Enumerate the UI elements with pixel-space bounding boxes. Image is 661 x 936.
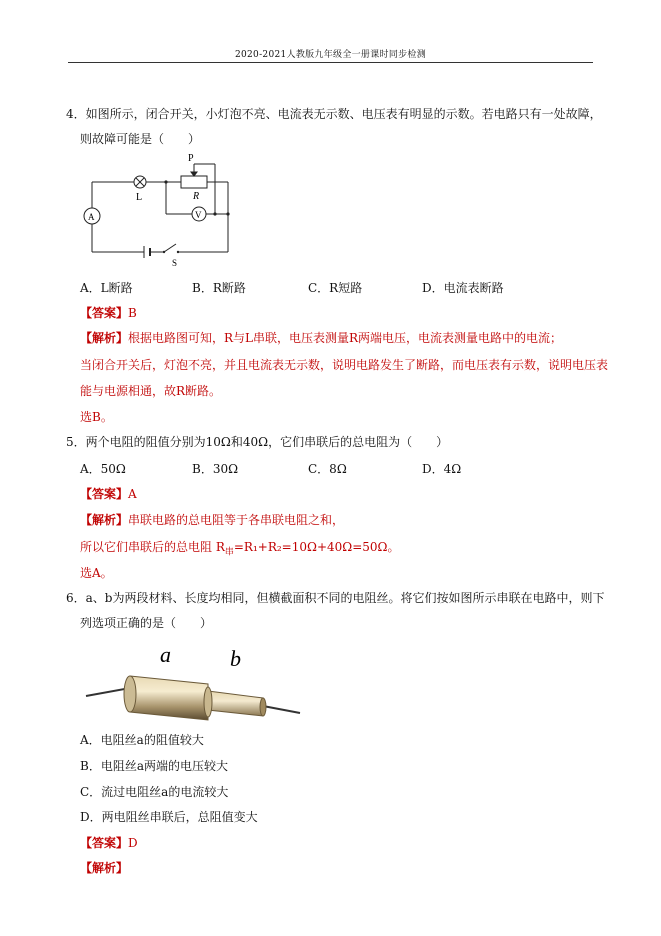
q6-analysis-tag: 【解析】 [80,861,129,875]
q5-option-c: C．8Ω [308,462,347,476]
q5-analysis-line1 [80,512,344,528]
q5-analysis2-pre: 所以它们串联后的总电阻 R [80,540,225,554]
q6-option-c: C．流过电阻丝a的电流较大 [80,785,229,799]
q6-option-d: D．两电阻丝串联后，总阻值变大 [80,810,258,824]
q6-stem-line2: 列选项正确的是（ ） [80,616,213,630]
q5-analysis2-sub: 串 [224,547,234,558]
q5-answer [80,486,137,502]
q4-analysis-line3: 能与电源相通，故R断路。 [80,384,222,398]
q6-option-b: B．电阻丝a两端的电压较大 [80,759,228,773]
q6-resistor-photo [78,636,310,726]
photo-label-b: b [230,646,241,671]
q4-conclusion: 选B。 [80,410,113,424]
q5-conclusion: 选A。 [80,566,113,580]
q4-answer-tag: 【答案】 [80,306,129,320]
label-l: L [136,192,143,203]
q4-stem-line2: 则故障可能是（ ） [80,132,201,146]
header-divider [68,62,593,63]
label-s: S [172,258,178,268]
q4-circuit-diagram [78,150,238,270]
q6-answer-value: D [128,836,138,850]
q4-stem-line1: 4．如图所示，闭合开关，小灯泡不亮、电流表无示数、电压表有明显的示数。若电路只有一处故障， [66,107,602,121]
q6-option-a: A．电阻丝a的阻值较大 [80,733,204,747]
q4-answer [80,305,137,321]
q4-analysis-line1 [80,330,562,346]
photo-label-a: a [160,642,171,667]
q5-analysis-text1: 串联电路的总电阻等于各串联电阻之和， [128,513,345,527]
q5-option-a: A．50Ω [80,462,126,476]
q5-stem: 5．两个电阻的阻值分别为10Ω和40Ω，它们串联后的总电阻为（ ） [66,435,449,449]
q5-analysis-line2 [80,539,400,560]
q4-option-b: B．R断路 [192,281,246,295]
q5-option-d: D．4Ω [422,462,462,476]
q5-answer-tag: 【答案】 [80,487,129,501]
q4-analysis-tag: 【解析】 [80,331,129,345]
page-header: 2020-2021人教版九年级全一册课时同步检测 [234,50,427,60]
q4-option-c: C．R短路 [308,281,363,295]
label-r: R [193,191,200,202]
q6-answer [80,835,138,851]
label-p: P [188,153,194,164]
q5-option-b: B．30Ω [192,462,239,476]
q4-analysis-text1: 根据电路图可知，R与L串联，电压表测量R两端电压，电流表测量电路中的电流； [128,331,563,345]
q6-stem-line1: 6．a、b为两段材料、长度均相同，但横截面积不同的电阻丝。将它们按如图所示串联在电路中，则下 [66,591,605,605]
q4-option-a: A．L断路 [80,281,133,295]
q4-analysis-line2: 当闭合开关后，灯泡不亮，并且电流表无示数，说明电路发生了断路，而电压表有示数，说明电压表 [80,358,609,372]
q4-option-d: D．电流表断路 [422,281,504,295]
q5-answer-value: A [128,487,137,501]
q4-answer-value: B [128,306,137,320]
q5-analysis-tag: 【解析】 [80,513,129,527]
label-v: V [195,210,202,220]
q6-answer-tag: 【答案】 [80,836,129,850]
label-a: A [88,212,95,222]
q5-analysis2-post: =R₁+R₂=10Ω+40Ω=50Ω。 [233,540,400,554]
